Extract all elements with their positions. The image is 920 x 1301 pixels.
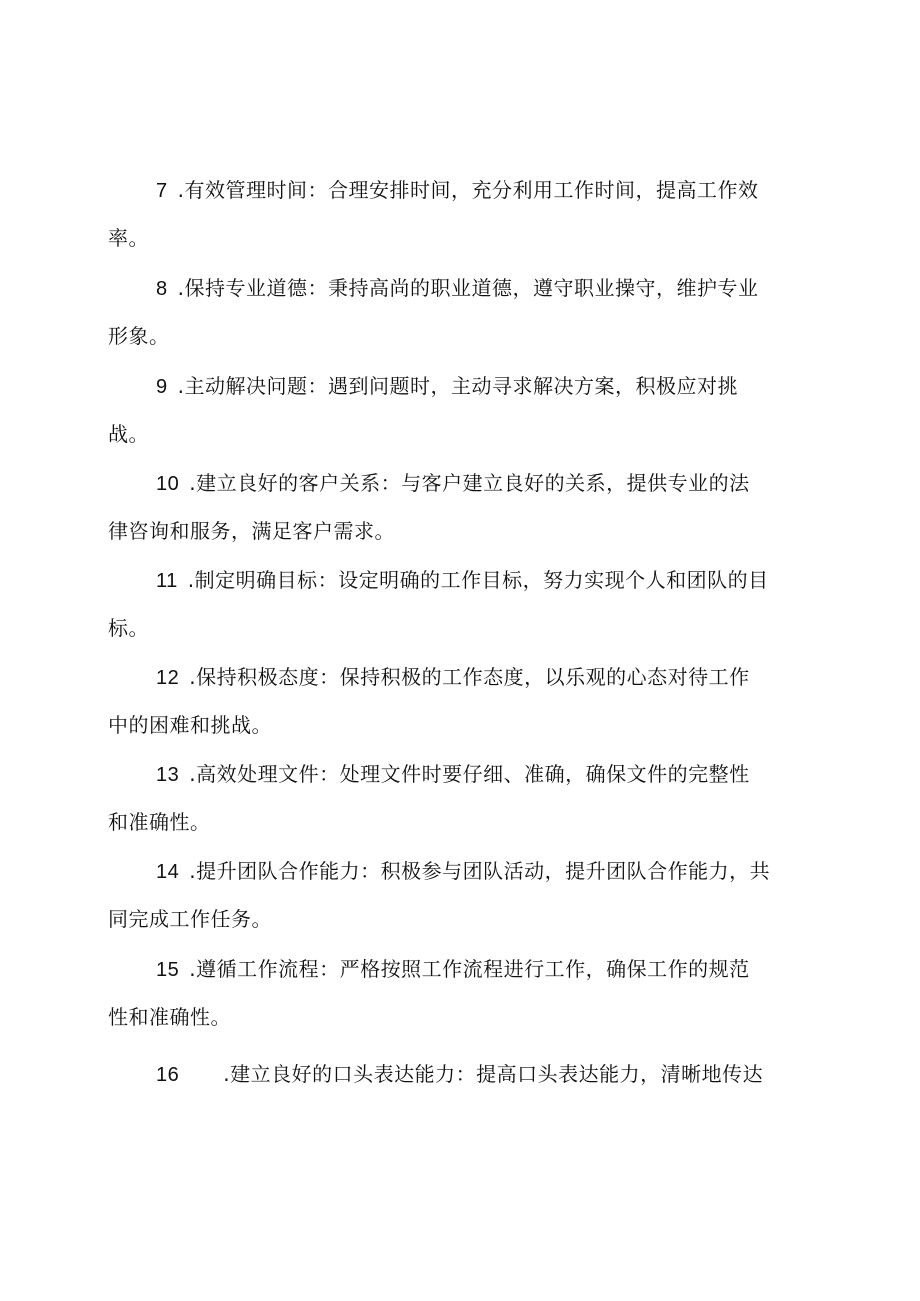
item-text-line1: .遵循工作流程：严格按照工作流程进行工作，确保工作的规范: [189, 957, 750, 981]
item-number: 10: [156, 473, 180, 495]
list-item: [108, 362, 808, 458]
item-number: 9: [156, 376, 168, 398]
list-item: [108, 556, 808, 652]
list-item: [108, 653, 808, 749]
item-text-line2: 同完成工作任务。: [108, 907, 272, 931]
item-number: 13: [156, 764, 180, 786]
item-text-line2: 标。: [108, 616, 149, 640]
list-item: [108, 847, 808, 943]
item-text-line1: .制定明确目标：设定明确的工作目标，努力实现个人和团队的目: [187, 568, 769, 592]
item-number: 16: [156, 1064, 180, 1086]
list-item: [108, 166, 808, 262]
list-item: [108, 459, 808, 555]
item-text-line1: .建立良好的客户关系：与客户建立良好的关系，提供专业的法: [189, 471, 750, 495]
item-text-line2: 和准确性。: [108, 810, 211, 834]
item-text-line2: 性和准确性。: [108, 1005, 231, 1029]
list-item: [108, 945, 808, 1041]
item-text-line1: .高效处理文件：处理文件时要仔细、准确，确保文件的完整性: [189, 762, 750, 786]
item-number: 8: [156, 278, 168, 300]
list-item: [108, 1050, 808, 1098]
item-number: 11: [156, 570, 178, 592]
item-number: 14: [156, 861, 180, 883]
item-text-line1: .有效管理时间：合理安排时间，充分利用工作时间，提高工作效: [177, 178, 759, 202]
list-item: [108, 264, 808, 360]
item-number: 12: [156, 667, 180, 689]
item-text-line1: .保持积极态度：保持积极的工作态度，以乐观的心态对待工作: [189, 665, 750, 689]
item-text-line2: 率。: [108, 226, 149, 250]
item-text-line1: .提升团队合作能力：积极参与团队活动，提升团队合作能力，共: [189, 859, 771, 883]
list-item: [108, 750, 808, 846]
item-text-line2: 形象。: [108, 324, 170, 348]
item-text-line1: .主动解决问题：遇到问题时，主动寻求解决方案，积极应对挑: [177, 374, 738, 398]
item-text-line2: 中的困难和挑战。: [108, 713, 272, 737]
item-text-line2: 战。: [108, 422, 149, 446]
item-number: 15: [156, 959, 180, 981]
item-text-line1: .建立良好的口头表达能力：提高口头表达能力，清晰地传达: [223, 1062, 764, 1086]
item-text-line2: 律咨询和服务，满足客户需求。: [108, 519, 395, 543]
item-text-line1: .保持专业道德：秉持高尚的职业道德，遵守职业操守，维护专业: [177, 276, 759, 300]
item-number: 7: [156, 180, 168, 202]
